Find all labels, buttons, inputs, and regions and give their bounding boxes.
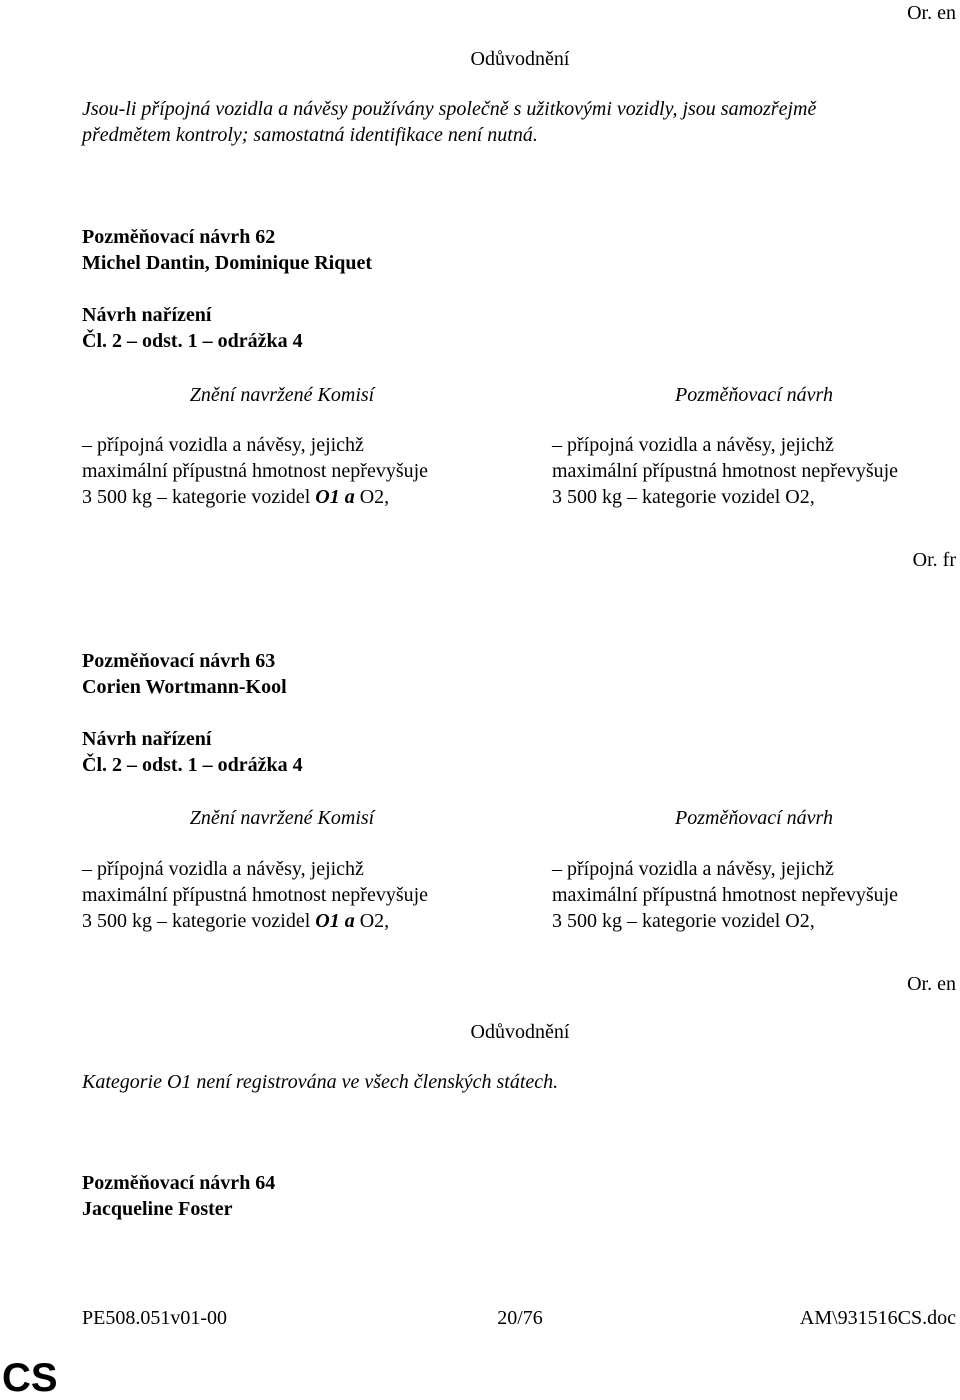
amendment-text-heading: Pozměňovací návrh <box>675 807 833 829</box>
text-line: 3 500 kg – kategorie vozidel O2, <box>552 910 815 932</box>
text-segment: O2, <box>354 486 390 508</box>
amendment-title: Pozměňovací návrh 64 <box>82 1172 276 1194</box>
text-segment: O2, <box>354 910 390 932</box>
justification-text-line: Jsou-li přípojná vozidla a návěsy používány společně s užitkovými vozidly, jsou samozřejmě <box>82 98 817 120</box>
amendment-authors: Michel Dantin, Dominique Riquet <box>82 252 373 274</box>
original-language-label: Or. en <box>907 2 956 24</box>
text-line: maximální přípustná hmotnost nepřevyšuje <box>82 884 429 906</box>
amendment-title: Pozměňovací návrh 62 <box>82 226 276 248</box>
text-line: maximální přípustná hmotnost nepřevyšuje <box>82 460 429 482</box>
commission-text <box>82 856 482 934</box>
amendment-authors: Jacqueline Foster <box>82 1198 233 1220</box>
amendment-title: Pozměňovací návrh 63 <box>82 650 276 672</box>
amendment-text <box>552 856 956 934</box>
article-reference: Čl. 2 – odst. 1 – odrážka 4 <box>82 754 303 776</box>
text-line: – přípojná vozidla a návěsy, jejichž <box>552 858 834 880</box>
justification-heading: Odůvodnění <box>470 1021 570 1043</box>
justification-heading: Odůvodnění <box>470 48 570 70</box>
justification-text-line: předmětem kontroly; samostatná identifikace není nutná. <box>82 124 538 146</box>
language-code: CS <box>2 1356 58 1400</box>
text-segment: 3 500 kg – kategorie vozidel <box>82 486 316 508</box>
text-line: – přípojná vozidla a návěsy, jejichž <box>552 434 834 456</box>
footer-page-number: 20/76 <box>497 1307 543 1329</box>
text-line: 3 500 kg – kategorie vozidel O2, <box>552 486 815 508</box>
article-reference: Čl. 2 – odst. 1 – odrážka 4 <box>82 330 303 352</box>
commission-text-heading: Znění navržené Komisí <box>189 807 375 829</box>
text-segment: 3 500 kg – kategorie vozidel <box>82 910 316 932</box>
amendment-text-heading: Pozměňovací návrh <box>675 384 833 406</box>
amendment-authors: Corien Wortmann-Kool <box>82 676 287 698</box>
text-line: maximální přípustná hmotnost nepřevyšuje <box>552 460 899 482</box>
footer-file-name: AM\931516CS.doc <box>799 1307 956 1329</box>
commission-text <box>82 432 482 510</box>
text-line: – přípojná vozidla a návěsy, jejichž <box>82 434 364 456</box>
text-line <box>82 484 482 510</box>
document-reference: Návrh nařízení <box>82 304 212 326</box>
original-language-label: Or. en <box>907 973 956 995</box>
commission-text-heading: Znění navržené Komisí <box>189 384 375 406</box>
footer-document-ref: PE508.051v01-00 <box>82 1307 227 1329</box>
deleted-text: O1 a <box>315 486 355 508</box>
text-line <box>82 908 482 934</box>
deleted-text: O1 a <box>315 910 355 932</box>
amendment-text <box>552 432 956 510</box>
justification-text-line: Kategorie O1 není registrována ve všech členských státech. <box>82 1071 559 1093</box>
original-language-label: Or. fr <box>912 549 956 571</box>
text-line: maximální přípustná hmotnost nepřevyšuje <box>552 884 899 906</box>
document-reference: Návrh nařízení <box>82 728 212 750</box>
text-line: – přípojná vozidla a návěsy, jejichž <box>82 858 364 880</box>
